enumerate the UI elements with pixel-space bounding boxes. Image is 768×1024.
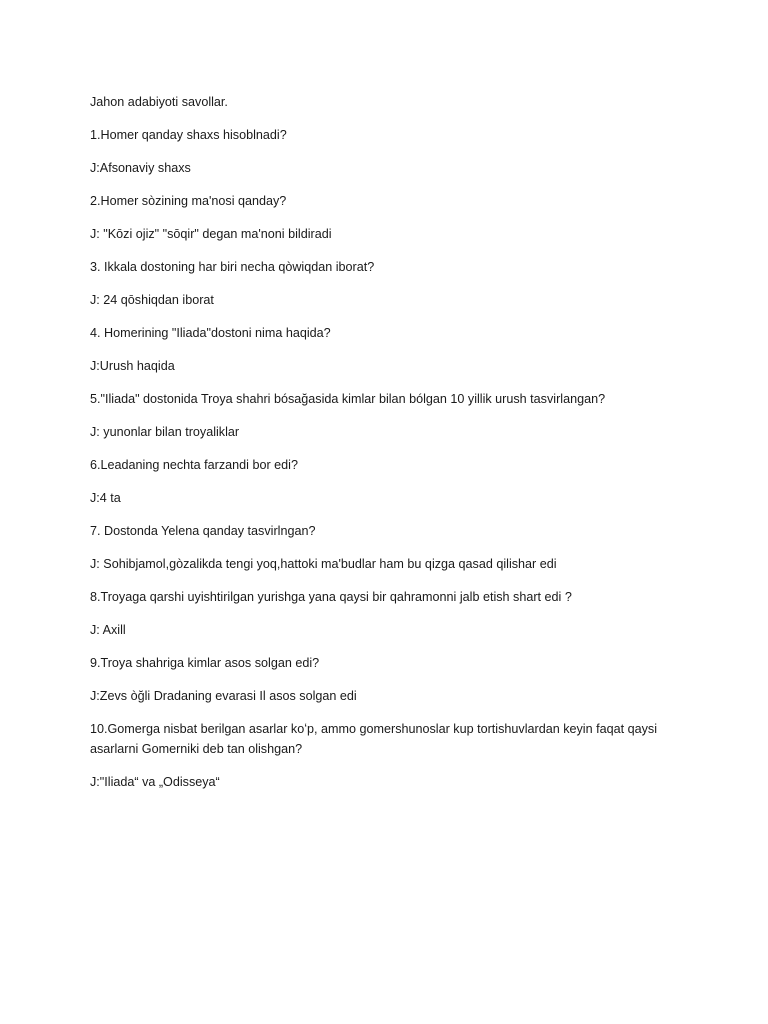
question-6: 6.Leadaning nechta farzandi bor edi? [90, 458, 298, 472]
question-1: 1.Homer qanday shaxs hisoblnadi? [90, 128, 287, 142]
answer-5: J: yunonlar bilan troyaliklar [90, 425, 240, 439]
question-3: 3. Ikkala dostoning har biri necha qòwiqdan iborat? [90, 260, 375, 274]
answer-3: J: 24 qōshiqdan iborat [90, 293, 214, 307]
question-10: 10.Gomerga nisbat berilgan asarlar koʻp, ammo gomershunoslar kup tortishuvlardan keyin faqat qaysi asarlarni Gomerniki deb tan olishgan? [90, 722, 658, 756]
answer-2: J: "Kōzi ojiz" "sōqir" degan ma'noni bildiradi [90, 227, 332, 241]
document-title: Jahon adabiyoti savollar. [90, 95, 228, 109]
answer-10: J:"Iliada“ va „Odisseya“ [90, 775, 220, 789]
question-5: 5."Iliada" dostonida Troya shahri bósağasida kimlar bilan bólgan 10 yillik urush tasvirlangan? [90, 392, 606, 406]
question-9: 9.Troya shahriga kimlar asos solgan edi? [90, 656, 320, 670]
question-7: 7. Dostonda Yelena qanday tasvirlngan? [90, 524, 316, 538]
answer-1: J:Afsonaviy shaxs [90, 161, 191, 175]
question-4: 4. Homerining "Iliada"dostoni nima haqida? [90, 326, 331, 340]
answer-8: J: Axill [90, 623, 126, 637]
answer-6: J:4 ta [90, 491, 121, 505]
answer-4: J:Urush haqida [90, 359, 175, 373]
document-page [90, 92, 690, 805]
answer-9: J:Zevs òğli Dradaning evarasi Il asos solgan edi [90, 689, 357, 703]
answer-7: J: Sohibjamol,gòzalikda tengi yoq,hattoki ma'budlar ham bu qizga qasad qilishar edi [90, 557, 557, 571]
question-8: 8.Troyaga qarshi uyishtirilgan yurishga yana qaysi bir qahramonni jalb etish shart edi ? [90, 590, 572, 604]
question-2: 2.Homer sòzining ma'nosi qanday? [90, 194, 287, 208]
